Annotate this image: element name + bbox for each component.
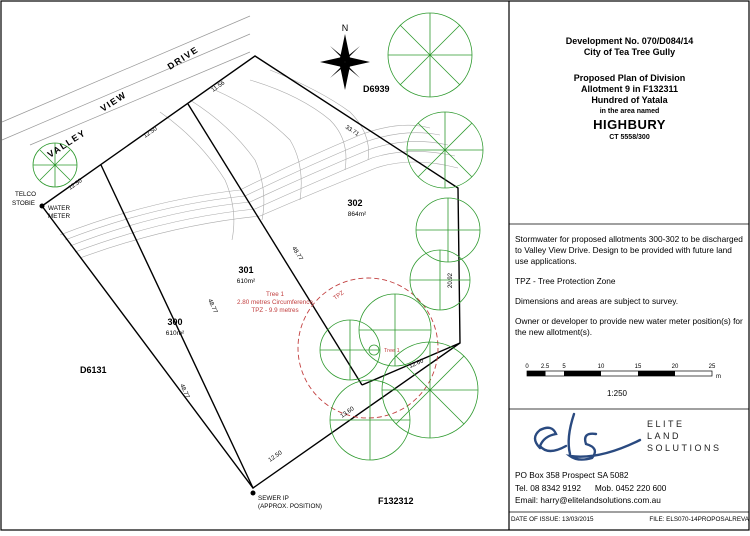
dim-side-ne: 33.71 bbox=[343, 124, 360, 138]
area-name: HIGHBURY bbox=[593, 117, 666, 132]
dim-division-b: 48.77 bbox=[206, 298, 218, 315]
service-labels bbox=[12, 191, 322, 510]
tree-canopy-4 bbox=[410, 250, 470, 310]
title-block bbox=[509, 36, 750, 143]
road-reserve bbox=[2, 16, 250, 145]
tree-small-label: Tree 1 bbox=[384, 348, 400, 354]
water-meter-marker bbox=[40, 204, 45, 209]
development-number: Development No. 070/D084/14 bbox=[565, 36, 694, 46]
water-meter-label-1: WATER bbox=[48, 205, 71, 212]
road-word-2: VIEW bbox=[98, 89, 129, 114]
lot-302-number: 302 bbox=[347, 198, 363, 208]
tree-canopy-8 bbox=[320, 320, 380, 380]
dim-division-c: 48.77 bbox=[290, 245, 304, 262]
company-name-line-1: ELITE bbox=[647, 419, 685, 429]
scale-tick-4: 15 bbox=[634, 364, 642, 370]
lot-301-number: 301 bbox=[238, 265, 254, 275]
scale-tick-1: 2.5 bbox=[540, 364, 550, 370]
sewer-label-1: SEWER IP bbox=[258, 495, 289, 502]
tree-canopy-2 bbox=[407, 112, 483, 188]
lot-302-area: 864m² bbox=[347, 211, 367, 218]
water-meter-label-2: METER bbox=[48, 213, 71, 220]
lot-301-area: 610m² bbox=[236, 278, 256, 285]
dimensions bbox=[68, 80, 454, 464]
lot-300-number: 300 bbox=[167, 317, 183, 327]
contact-phones bbox=[515, 482, 666, 495]
company-name-line-3: SOLUTIONS bbox=[647, 443, 722, 453]
scale-tick-5: 20 bbox=[671, 364, 679, 370]
area-label: in the area named bbox=[599, 108, 660, 115]
lot-300-area: 610m² bbox=[165, 330, 185, 337]
note-water-meter: Owner or developer to provide new water meter position(s) for the new allotment(s). bbox=[515, 316, 743, 337]
hundred-name: Hundred of Yatala bbox=[591, 95, 668, 105]
issue-date: DATE OF ISSUE: 13/03/2015 bbox=[511, 516, 594, 523]
scale-tick-2: 5 bbox=[562, 364, 566, 370]
file-reference: FILE: ELS070-14PROPOSALREVA bbox=[649, 516, 749, 523]
parcel-d6131: D6131 bbox=[80, 365, 107, 375]
dim-rear-a: 12.50 bbox=[267, 450, 284, 464]
allotment-ref: Allotment 9 in F132311 bbox=[580, 84, 679, 94]
scale-tick-6: 25 bbox=[708, 364, 716, 370]
contact-address: PO Box 358 Prospect SA 5082 bbox=[515, 470, 629, 480]
tree-name-label: Tree 1 bbox=[266, 291, 284, 298]
scale-ratio: 1:250 bbox=[606, 389, 628, 398]
tree-canopy-7 bbox=[330, 380, 410, 460]
scale-unit: m bbox=[716, 374, 721, 380]
note-survey: Dimensions and areas are subject to survey. bbox=[515, 296, 679, 306]
issue-info bbox=[511, 516, 749, 523]
contact-details bbox=[515, 469, 666, 507]
plan-notes bbox=[515, 234, 747, 347]
sewer-label-2: (APPROX. POSITION) bbox=[258, 503, 323, 510]
telco-label-2: STOBIE bbox=[12, 200, 35, 207]
contact-mob: Mob. 0452 220 600 bbox=[594, 482, 667, 493]
tree-tpz-label: TPZ - 9.9 metres bbox=[251, 307, 299, 314]
tree-canopy-5 bbox=[359, 294, 431, 366]
note-tpz: TPZ - Tree Protection Zone bbox=[515, 276, 616, 286]
telco-label-1: TELCO bbox=[15, 191, 36, 198]
title-panel bbox=[509, 0, 750, 531]
tree-canopy-1 bbox=[388, 13, 472, 97]
dim-front-c: 11.56 bbox=[210, 80, 227, 94]
north-arrow bbox=[320, 23, 370, 90]
company-name-line-2: LAND bbox=[647, 431, 682, 441]
contact-tel: Tel. 08 8342 9192 bbox=[515, 482, 581, 493]
dim-division-a: 48.77 bbox=[178, 383, 190, 400]
council-name: City of Tea Tree Gully bbox=[583, 47, 676, 57]
scale-tick-0: 0 bbox=[525, 364, 529, 370]
tree-circumference-label: 2.80 metres Circumference bbox=[237, 299, 313, 306]
parcel-f132312: F132312 bbox=[378, 496, 414, 506]
dim-rear-b: 13.60 bbox=[339, 406, 356, 420]
road-word-1: VALLEY bbox=[45, 127, 88, 160]
scale-tick-3: 10 bbox=[597, 364, 605, 370]
contact-email: Email: harry@elitelandsolutions.com.au bbox=[515, 495, 661, 505]
tree-canopy-3 bbox=[416, 198, 480, 262]
certificate-title: CT 5558/300 bbox=[609, 134, 650, 141]
dim-front-b: 12.50 bbox=[142, 126, 159, 140]
tpz-arc-label: TPZ bbox=[332, 290, 346, 302]
parcel-d6939: D6939 bbox=[363, 84, 390, 94]
company-name bbox=[647, 418, 722, 454]
plan-title: Proposed Plan of Division bbox=[573, 73, 686, 83]
note-stormwater: Stormwater for proposed allotments 300-302 to be discharged to Valley View Drive. Design to be provided with future land use applications. bbox=[515, 234, 743, 266]
dim-south-b: 12.60 bbox=[408, 358, 425, 370]
north-label: N bbox=[341, 23, 349, 33]
road-word-3: DRIVE bbox=[165, 44, 201, 72]
dim-front-a: 12.50 bbox=[67, 178, 84, 192]
sewer-marker bbox=[251, 491, 256, 496]
dim-east: 20.92 bbox=[448, 272, 454, 288]
